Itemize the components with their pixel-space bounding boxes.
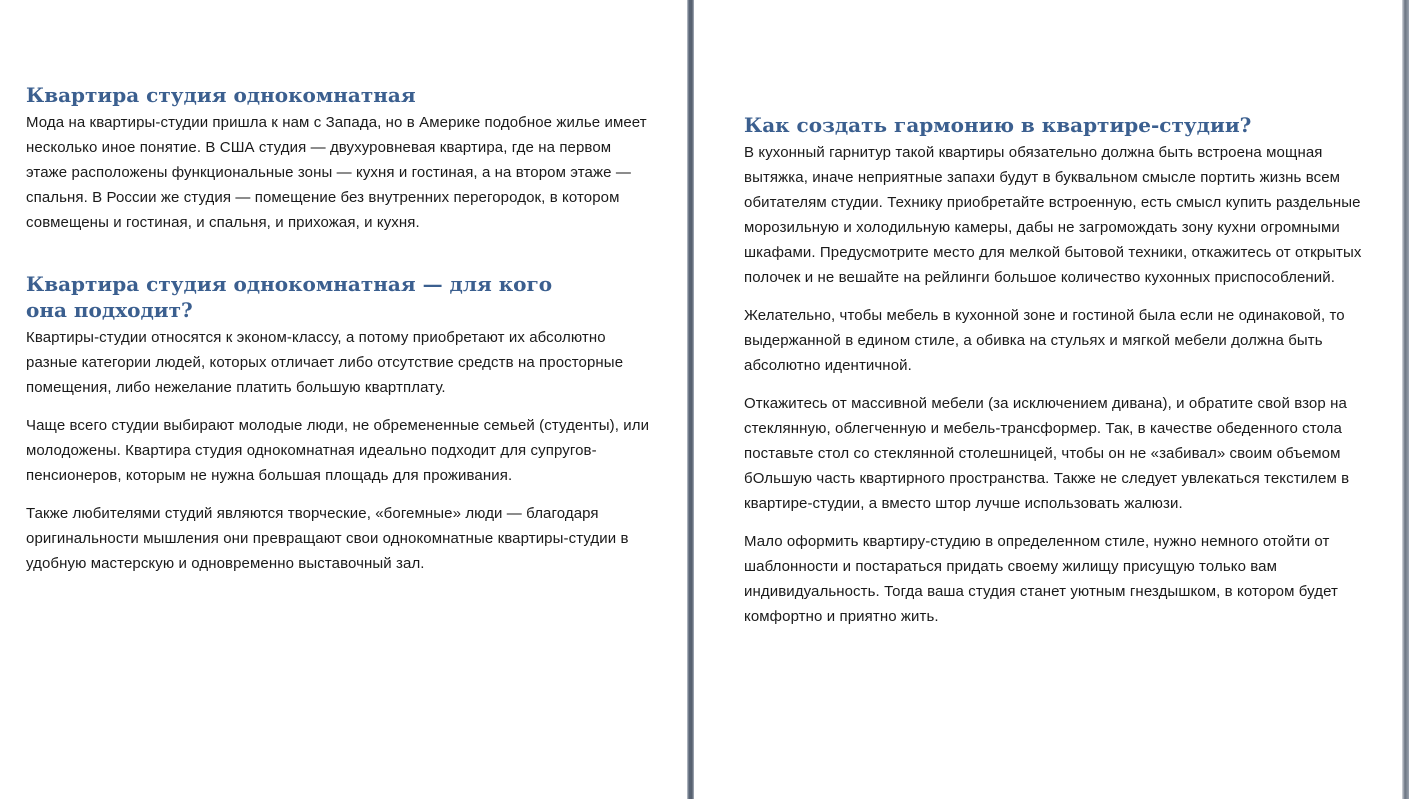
page-content xyxy=(26,82,656,576)
page-content xyxy=(744,112,1369,629)
paragraph: Квартиры-студии относятся к эконом-классу, а потому приобретают их абсолютно разные категории людей, которых отличает либо отсутствие средств на просторные помещения, либо нежелание платить большую квартплату. xyxy=(26,329,624,396)
section-heading: Как создать гармонию в квартире-студии? xyxy=(744,113,1252,137)
window-edge xyxy=(1402,0,1409,799)
section-heading: Квартира студия однокомнатная — для кого она подходит? xyxy=(26,272,553,322)
paragraph: Мало оформить квартиру-студию в определенном стиле, нужно немного отойти от шаблонности и постараться придать своему жилищу присущую только вам индивидуальность. Тогда ваша студия станет уютным гнездышком, в котором будет комфортно и приятно жить. xyxy=(744,533,1338,625)
paragraph: Также любителями студий являются творческие, «богемные» люди — благодаря оригинальности мышления они превращают свои однокомнатные квартиры-студии в удобную мастерскую и одновременно выставочный зал. xyxy=(26,505,629,572)
document-page-right xyxy=(694,0,1402,799)
section-heading: Квартира студия однокомнатная xyxy=(26,83,416,107)
paragraph: Мода на квартиры-студии пришла к нам с Запада, но в Америке подобное жилье имеет несколько иное понятие. В США студия — двухуровневая квартира, где на первом этаже расположены функциональные зоны — кухня и гостиная, а на втором этаже — спальня. В России же студия — помещение без внутренних перегородок, в котором совмещены и гостиная, и спальня, и прихожая, и кухня. xyxy=(26,114,647,231)
paragraph: Чаще всего студии выбирают молодые люди, не обремененные семьей (студенты), или молодожены. Квартира студия однокомнатная идеально подходит для супругов-пенсионеров, которым не нужна большая площадь для проживания. xyxy=(26,417,650,484)
paragraph: В кухонный гарнитур такой квартиры обязательно должна быть встроена мощная вытяжка, иначе неприятные запахи будут в буквальном смысле портить жизнь всем обитателям студии. Технику приобретайте встроенную, есть смысл купить раздельные морозильную и холодильную камеры, дабы не загромождать зону кухни огромными шкафами. Предусмотрите место для мелкой бытовой техники, откажитесь от открытых полочек и не вешайте на рейлинги большое количество кухонных приспособлений. xyxy=(744,144,1362,286)
document-page-left xyxy=(0,0,687,799)
paragraph: Желательно, чтобы мебель в кухонной зоне и гостиной была если не одинаковой, то выдержанной в едином стиле, а обивка на стульях и мягкой мебели должна быть абсолютно идентичной. xyxy=(744,307,1345,374)
page-divider xyxy=(687,0,694,799)
paragraph: Откажитесь от массивной мебели (за исключением дивана), и обратите свой взор на стеклянную, облегченную и мебель-трансформер. Так, в качестве обеденного стола поставьте стол со стеклянной столешницей, чтобы он не «забивал» своим объемом бОльшую часть квартирного пространства. Также не следует увлекаться текстилем в квартире-студии, а вместо штор лучше использовать жалюзи. xyxy=(744,395,1350,512)
